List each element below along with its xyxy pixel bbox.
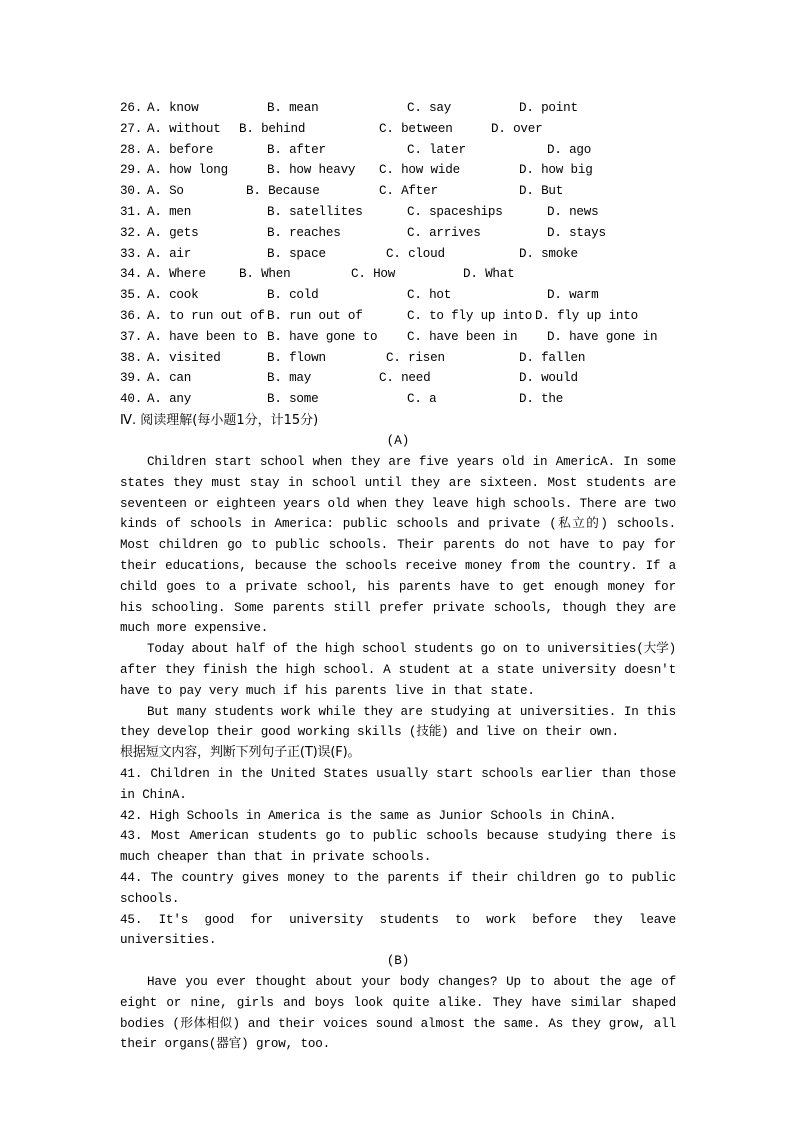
option-d: D. how big bbox=[519, 163, 593, 178]
option-c: C. how wide bbox=[379, 163, 460, 178]
option-b: B. Because bbox=[246, 184, 320, 199]
option-a: A. have been to bbox=[147, 329, 258, 344]
option-c: C. cloud bbox=[386, 246, 445, 261]
question-number: 33. bbox=[120, 246, 143, 261]
question-number: 38. bbox=[120, 350, 143, 365]
option-a: A. cook bbox=[147, 288, 199, 303]
tf-question: 42. High Schools in America is the same as Junior Schools in ChinA. bbox=[120, 808, 617, 823]
option-d: D. news bbox=[547, 205, 599, 219]
option-c: C. have been in bbox=[407, 329, 518, 344]
question-number: 40. bbox=[120, 392, 143, 407]
option-d: D. fly up into bbox=[535, 309, 639, 323]
option-a: A. how long bbox=[147, 163, 228, 178]
question-number: 32. bbox=[120, 225, 143, 240]
option-b: B. cold bbox=[267, 288, 319, 303]
option-d: D. fallen bbox=[519, 350, 586, 365]
option-d: D. stays bbox=[547, 225, 606, 240]
option-a: A. air bbox=[147, 246, 192, 261]
question-number: 31. bbox=[120, 205, 143, 219]
option-d: D. warm bbox=[547, 288, 599, 303]
option-a: A. any bbox=[147, 392, 192, 407]
option-b: B. have gone to bbox=[267, 329, 378, 344]
option-b: B. after bbox=[267, 142, 326, 157]
option-b: B. run out of bbox=[267, 309, 363, 323]
option-b: B. how heavy bbox=[267, 163, 356, 178]
tf-question: 43. Most American students go to public schools because studying there is much cheaper than that in private schools. bbox=[120, 829, 676, 865]
option-d: D. point bbox=[519, 101, 578, 115]
option-c: C. hot bbox=[407, 288, 452, 303]
option-c: C. risen bbox=[386, 350, 445, 365]
passage-a-paragraph: But many students work while they are studying at universities. In this they develop their good working skills (技能) and live on their own. bbox=[120, 704, 676, 740]
option-d: D. would bbox=[519, 371, 578, 386]
option-c: C. spaceships bbox=[407, 205, 503, 219]
question-number: 28. bbox=[120, 142, 143, 157]
option-a: A. Where bbox=[147, 267, 206, 282]
option-a: A. So bbox=[147, 184, 184, 199]
tf-question: 45. It's good for university students to work before they leave universities. bbox=[120, 912, 676, 948]
option-c: C. After bbox=[379, 184, 438, 199]
option-b: B. flown bbox=[267, 350, 326, 365]
section-heading: Ⅳ. 阅读理解(每小题1分，计15分) bbox=[120, 413, 319, 428]
option-b: B. space bbox=[267, 246, 326, 261]
option-a: A. before bbox=[147, 142, 214, 157]
option-d: D. have gone in bbox=[547, 329, 658, 344]
option-d: D. the bbox=[519, 392, 564, 407]
option-a: A. men bbox=[147, 205, 192, 219]
passage-a-paragraph: Children start school when they are five years old in AmericA. In some states they must stay in school until they are sixteen. Most students are seventeen or eighteen years old when they leave high schools. There are two kinds of schools in America: public schools and private (私立的) schools. Most children go to public schools. Their parents do not have to pay for their educations, because the schools receive money from the country. If a child goes to a private school, his parents have to get enough money for his schooling. Some parents still prefer private schools, though they are much more expensive. bbox=[120, 455, 676, 636]
option-b: B. reaches bbox=[267, 225, 341, 240]
question-number: 30. bbox=[120, 184, 143, 199]
question-number: 35. bbox=[120, 288, 143, 303]
option-c: C. need bbox=[379, 371, 431, 386]
option-b: B. satellites bbox=[267, 205, 363, 219]
tf-question: 44. The country gives money to the parents if their children go to public schools. bbox=[120, 870, 676, 906]
option-d: D. smoke bbox=[519, 246, 578, 261]
option-c: C. later bbox=[407, 142, 466, 157]
option-b: B. may bbox=[267, 371, 312, 386]
option-a: A. visited bbox=[147, 350, 221, 365]
tf-question: 41. Children in the United States usually start schools earlier than those in ChinA. bbox=[120, 766, 676, 802]
option-c: C. between bbox=[379, 121, 453, 136]
option-d: D. But bbox=[519, 184, 564, 199]
option-b: B. When bbox=[239, 267, 291, 282]
option-b: B. some bbox=[267, 392, 319, 407]
option-c: C. How bbox=[351, 267, 396, 282]
option-a: A. without bbox=[147, 121, 221, 136]
question-number: 39. bbox=[120, 371, 143, 386]
passage-a-paragraph: Today about half of the high school students go on to universities(大学) after they finish the high school. A student at a state university doesn't have to pay very much if his parents live in that state. bbox=[120, 642, 676, 698]
option-c: C. to fly up into bbox=[407, 309, 533, 323]
question-number: 26. bbox=[120, 101, 143, 115]
option-a: A. know bbox=[147, 101, 199, 115]
question-number: 37. bbox=[120, 329, 143, 344]
question-number: 27. bbox=[120, 121, 143, 136]
option-c: C. say bbox=[407, 101, 452, 115]
option-d: D. over bbox=[491, 121, 543, 136]
question-number: 36. bbox=[120, 309, 143, 323]
option-a: A. gets bbox=[147, 225, 199, 240]
tf-instruction: 根据短文内容，判断下列句子正(T)误(F)。 bbox=[120, 745, 361, 761]
option-a: A. can bbox=[147, 371, 192, 386]
option-c: C. a bbox=[407, 392, 437, 407]
option-b: B. behind bbox=[239, 121, 306, 136]
option-a: A. to run out of bbox=[147, 309, 265, 323]
passage-b-paragraph: Have you ever thought about your body changes? Up to about the age of eight or nine, girls and boys look quite alike. They have similar shaped bodies (形体相似) and their voices sound almost the same. As they grow, all their organs(器官) grow, too. bbox=[120, 974, 676, 1052]
option-d: D. What bbox=[463, 267, 515, 282]
option-b: B. mean bbox=[267, 101, 319, 115]
question-number: 29. bbox=[120, 163, 143, 178]
passage-a bbox=[120, 452, 676, 1055]
passage-a-label: (A) bbox=[386, 434, 410, 448]
option-c: C. arrives bbox=[407, 225, 481, 240]
passage-b-label: (B) bbox=[386, 954, 410, 969]
option-d: D. ago bbox=[547, 142, 592, 157]
question-number: 34. bbox=[120, 267, 143, 282]
